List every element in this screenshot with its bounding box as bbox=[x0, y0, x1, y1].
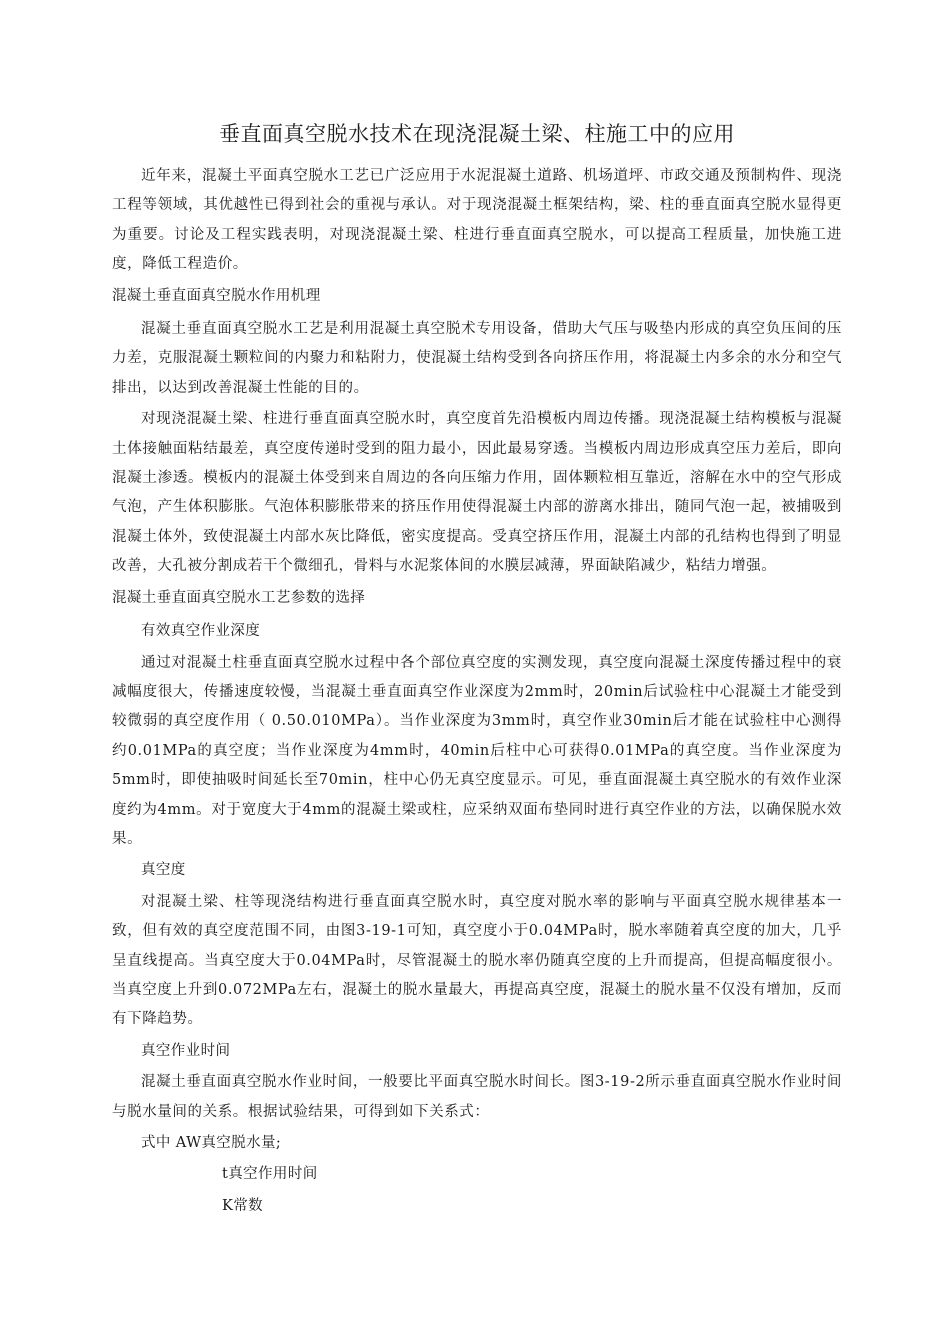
effective-depth-paragraph: 通过对混凝土柱垂直面真空脱水过程中各个部位真空度的实测发现，真空度向混凝土深度传播过程中的衰减幅度很大，传播速度较慢，当混凝土垂直面真空作业深度为2mm时，20min后试验柱中心混凝土才能受到较微弱的真空度作用（ 0.50.010MPa）。当作业深度为3mm时，真空作业30min后才能在试验柱中心测得约0.01MPa的真空度；当作业深度为4mm时，40min后柱中心可获得0.01MPa的真空度。当作业深度为5mm时，即使抽吸时间延长至70min，柱中心仍无真空度显示。可见，垂直面混凝土真空脱水的有效作业深度约为4mm。对于宽度大于4mm的混凝土梁或柱，应采纳双面布垫同时进行真空作业的方法，以确保脱水效果。 bbox=[112, 654, 842, 847]
formula-definition-aw: 式中 AW真空脱水量; bbox=[141, 1135, 282, 1151]
formula-definition-k: K常数 bbox=[222, 1197, 264, 1214]
vacuum-degree-paragraph: 对混凝土梁、柱等现浇结构进行垂直面真空脱水时，真空度对脱水率的影响与平面真空脱水规律基本一致，但有效的真空度范围不同，由图3-19-1可知，真空度小于0.04MPa时，脱水率随着真空度的加大，几乎呈直线提高。当真空度大于0.04MPa时，尽管混凝土的脱水率仍随真空度的上升而提高，但提高幅度很小。当真空度上升到0.072MPa左右，混凝土的脱水量最大，再提高真空度，混凝土的脱水量不仅没有增加，反而有下降趋势。 bbox=[112, 893, 842, 1028]
section-heading-mechanism: 混凝土垂直面真空脱水作用机理 bbox=[112, 287, 321, 304]
operation-time-paragraph: 混凝土垂直面真空脱水作业时间，一般要比平面真空脱水时间长。图3-19-2所示垂直面真空脱水作业时间与脱水量间的关系。根据试验结果，可得到如下关系式： bbox=[112, 1074, 842, 1120]
intro-paragraph: 近年来，混凝土平面真空脱水工艺已广泛应用于水泥混凝土道路、机场道坪、市政交通及预制构件、现浇工程等领域，其优越性已得到社会的重视与承认。对于现浇混凝土框架结构，梁、柱的垂直面真空脱水显得更为重要。讨论及工程实践表明，对现浇混凝土梁、柱进行垂直面真空脱水，可以提高工程质量，加快施工进度，降低工程造价。 bbox=[112, 168, 842, 273]
subheading-operation-time: 真空作业时间 bbox=[141, 1042, 231, 1059]
subheading-effective-depth: 有效真空作业深度 bbox=[141, 623, 261, 640]
section-heading-parameters: 混凝土垂直面真空脱水工艺参数的选择 bbox=[112, 589, 366, 606]
mechanism-paragraph-2: 对现浇混凝土梁、柱进行垂直面真空脱水时，真空度首先沿模板内周边传播。现浇混凝土结构模板与混凝土体接触面粘结最差，真空度传递时受到的阻力最小，因此最易穿透。当模板内周边形成真空压力差后，即向混凝土渗透。模板内的混凝土体受到来自周边的各向压缩力作用，固体颗粒相互靠近，溶解在水中的空气形成气泡，产生体积膨胀。气泡体积膨胀带来的挤压作用使得混凝土内部的游离水排出，随同气泡一起，被捕吸到混凝土体外，致使混凝土内部水灰比降低，密实度提高。受真空挤压作用，混凝土内部的孔结构也得到了明显改善，大孔被分割成若干个微细孔，骨料与水泥浆体间的水膜层减薄，界面缺陷减少，粘结力增强。 bbox=[112, 411, 842, 575]
formula-definition-t: t真空作用时间 bbox=[222, 1166, 318, 1183]
subheading-vacuum-degree: 真空度 bbox=[141, 862, 186, 879]
document-title: 垂直面真空脱水技术在现浇混凝土梁、柱施工中的应用 bbox=[219, 122, 735, 146]
mechanism-paragraph-1: 混凝土垂直面真空脱水工艺是利用混凝土真空脱术专用设备，借助大气压与吸垫内形成的真空负压间的压力差，克服混凝土颗粒间的内聚力和粘附力，使混凝土结构受到各向挤压作用，将混凝土内多余的水分和空气排出，以达到改善混凝土性能的目的。 bbox=[112, 321, 842, 396]
